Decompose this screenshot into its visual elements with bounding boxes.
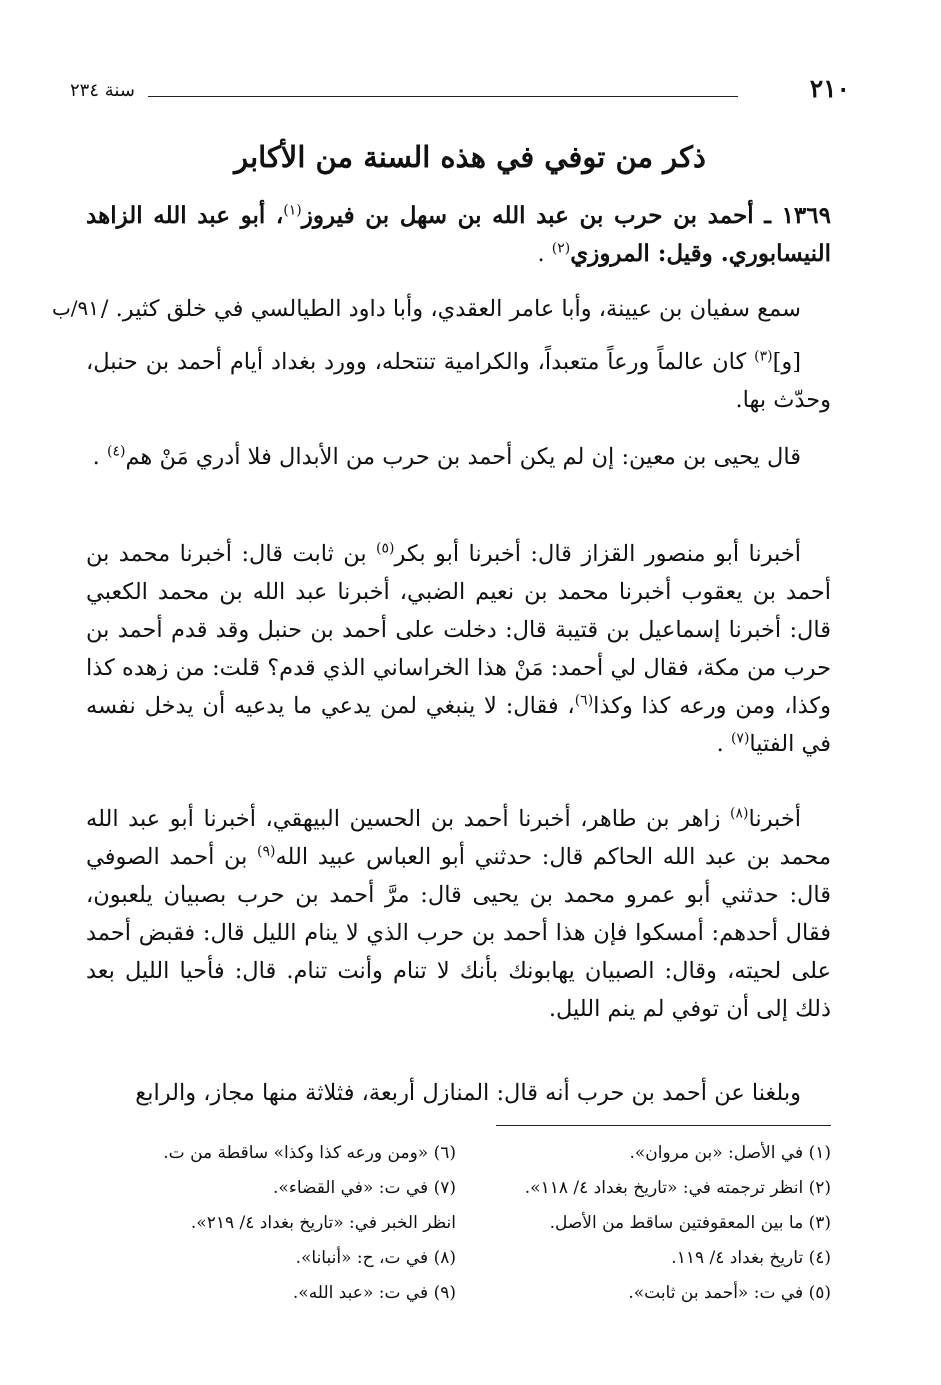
entry-kunya: ، أبو عبد الله الزاهد النيسابوري. وقيل: المروزي bbox=[86, 202, 831, 267]
paragraph-4-part-c: ، فقال: لا ينبغي لمن يدعي ما يدعيه أن يدخل نفسه في الفتيا bbox=[86, 693, 831, 757]
paragraph-4 bbox=[86, 535, 831, 763]
running-header bbox=[70, 74, 850, 114]
footnotes-column-left bbox=[86, 1136, 456, 1311]
footnotes-column-right bbox=[491, 1136, 831, 1311]
footnote-ref-8[interactable]: (٨) bbox=[730, 805, 749, 822]
footnote-5: (٥) في ت: «أحمد بن ثابت». bbox=[628, 1283, 831, 1303]
paragraph-3-text: قال يحيى بن معين: إن لم يكن أحمد بن حرب من الأبدال فلا أدري مَنْ هم bbox=[125, 444, 801, 470]
footnote-7-continued: انظر الخبر في: «تاريخ بغداد ٤/ ٢١٩». bbox=[190, 1213, 456, 1233]
entry-number-name: ١٣٦٩ ـ أحمد بن حرب بن عبد الله بن سهل بن فيروز bbox=[301, 202, 831, 229]
paragraph-5 bbox=[86, 800, 831, 1028]
footnote-ref-5[interactable]: (٥) bbox=[376, 540, 395, 557]
entry-end: . bbox=[537, 241, 552, 267]
paragraph-1: سمع سفيان بن عيينة، وأبا عامر العقدي، وأبا داود الطيالسي في خلق كثير. / bbox=[100, 296, 801, 322]
footnote-7: (٧) في ت: «في القضاء». bbox=[273, 1178, 456, 1198]
paragraph-4-part-b: بن ثابت قال: أخبرنا محمد بن أحمد بن يعقوب أخبرنا محمد بن نعيم الضبي، أخبرنا عبد الله بن محمد الكعبي قال: أخبرنا إسماعيل بن قتيبة قال: دخلت على أحمد بن حنبل وقد قدم أحمد بن حرب من مكة، فقال لي أحمد: مَنْ هذا الخراساني الذي قدم؟ قلت: من زهده كذا وكذا، ومن ورعه كذا وكذا bbox=[86, 541, 832, 719]
paragraph-3 bbox=[86, 438, 831, 476]
footnote-ref-2[interactable]: (٢) bbox=[551, 240, 571, 257]
footnote-ref-9[interactable]: (٩) bbox=[257, 843, 276, 860]
footnote-3: (٣) ما بين المعقوفتين ساقط من الأصل. bbox=[549, 1213, 831, 1233]
footnote-ref-7[interactable]: (٧) bbox=[730, 730, 750, 747]
footnote-ref-6[interactable]: (٦) bbox=[574, 692, 594, 709]
entry-heading bbox=[86, 197, 831, 273]
header-rule bbox=[148, 96, 738, 97]
paragraph-2-text: كان عالماً ورعاً متعبداً، والكرامية تنتحله، وورد بغداد أيام أحمد بن حنبل، وحدّث بها. bbox=[86, 349, 831, 413]
paragraph-3-end: . bbox=[92, 444, 107, 470]
paragraph-4-end: . bbox=[716, 731, 731, 757]
section-title: ذكر من توفي في هذه السنة من الأكابر bbox=[234, 140, 706, 174]
footnote-rule bbox=[496, 1125, 831, 1126]
paragraph-4-part-a: أخبرنا أبو منصور القزاز قال: أخبرنا أبو بكر bbox=[394, 541, 801, 567]
footnote-1: (١) في الأصل: «بن مروان». bbox=[629, 1143, 831, 1163]
footnote-ref-3[interactable]: (٣) bbox=[754, 348, 773, 365]
footnote-9: (٩) في ت: «عبد الله». bbox=[292, 1283, 456, 1303]
footnote-4: (٤) تاريخ بغداد ٤/ ١١٩. bbox=[671, 1248, 831, 1268]
page-number: ٢١٠ bbox=[809, 74, 850, 103]
paragraph-5-part-c: بن أحمد الصوفي قال: حدثني أبو عمرو محمد بن يحيى قال: مرَّ أحمد بن حرب بصبيان يلعبون، فقال أحدهم: أمسكوا فإن هذا أحمد بن حرب الذي لا ينام الليل قال: فقبض أحمد على لحيته، وقال: الصبيان يهابونك بأنك لا تنام وأنت تنام. قال: فأحيا الليل بعد ذلك إلى أن توفي لم ينم الليل. bbox=[86, 844, 831, 1022]
footnote-6: (٦) «ومن ورعه كذا وكذا» ساقطة من ت. bbox=[163, 1143, 456, 1163]
footnote-ref-4[interactable]: (٤) bbox=[106, 443, 126, 460]
paragraph-5-part-b: زاهر بن طاهر، أخبرنا أحمد بن الحسين البيهقي، أخبرنا أبو عبد الله محمد بن عبد الله الحاكم قال: حدثني أبو العباس عبيد الله bbox=[86, 806, 832, 870]
year-label: سنة ٢٣٤ bbox=[70, 80, 135, 101]
margin-folio-note: ٩١/ب bbox=[51, 296, 99, 320]
paragraph-2-bracket: [و] bbox=[772, 349, 801, 375]
paragraph-5-part-a: أخبرنا bbox=[748, 806, 801, 832]
paragraph-6: وبلغنا عن أحمد بن حرب أنه قال: المنازل أربعة، فثلاثة منها مجاز، والرابع bbox=[135, 1080, 801, 1106]
paragraph-2 bbox=[86, 343, 831, 419]
footnote-2: (٢) انظر ترجمته في: «تاريخ بغداد ٤/ ١١٨». bbox=[524, 1178, 831, 1198]
footnote-8: (٨) في ت، ح: «أنبانا». bbox=[295, 1248, 456, 1268]
footnote-ref-1[interactable]: (١) bbox=[283, 202, 302, 219]
